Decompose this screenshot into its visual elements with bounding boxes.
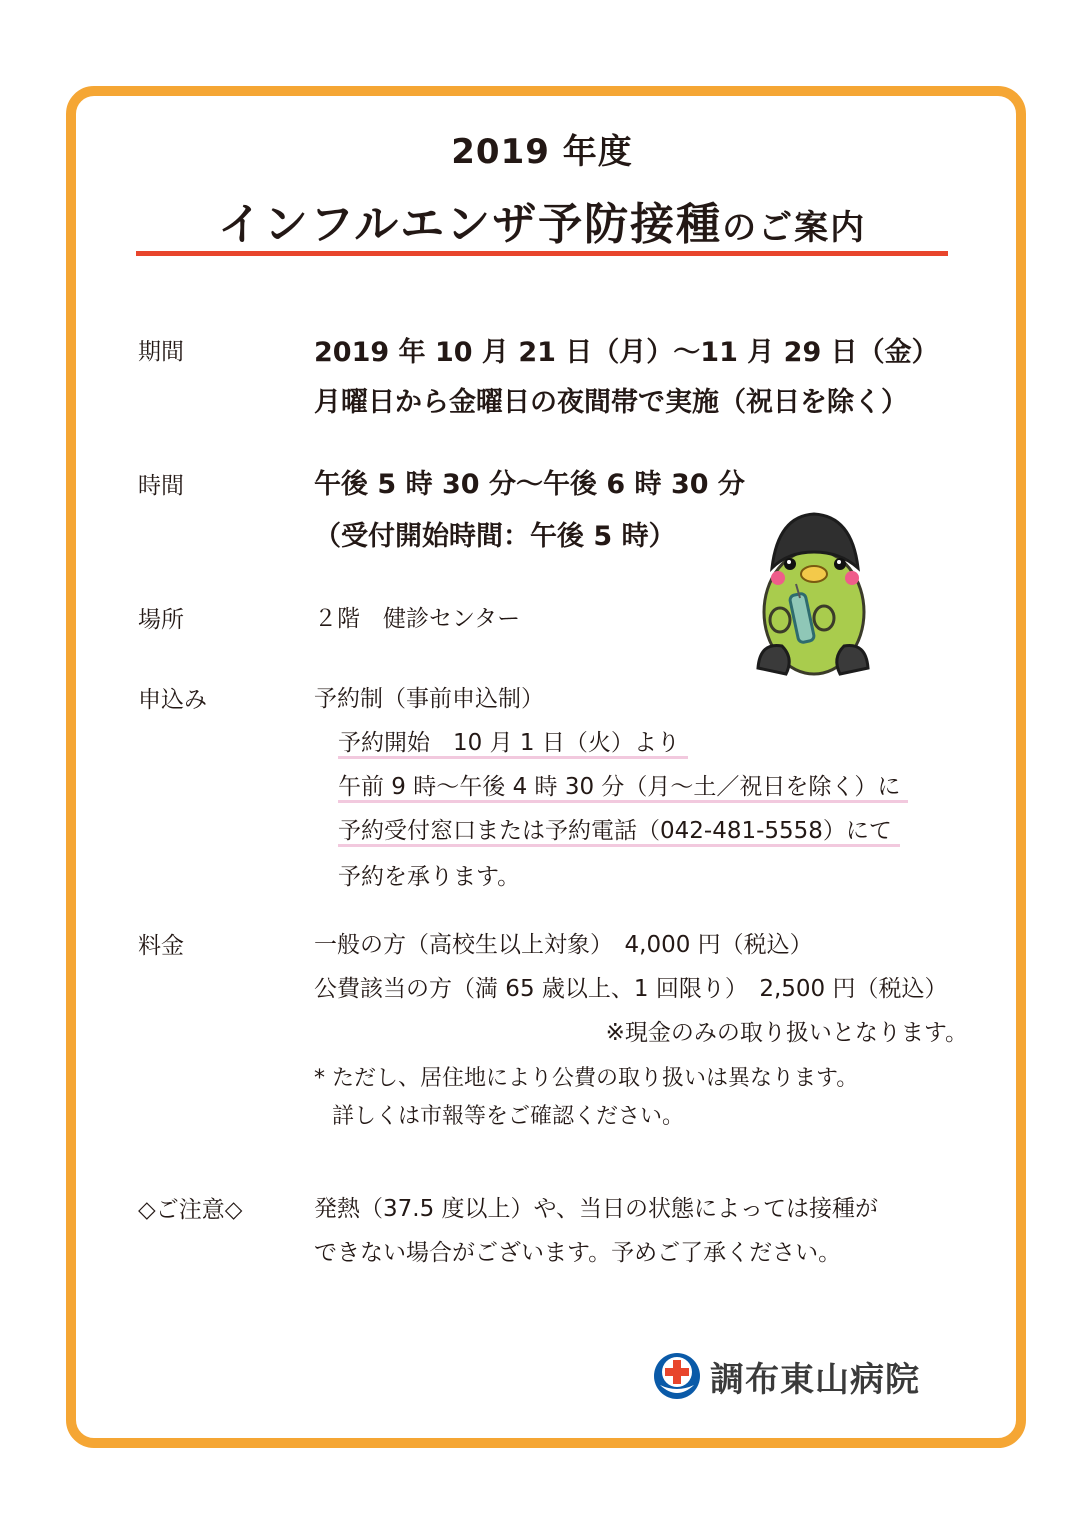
fee-general: 一般の方（高校生以上対象） 4,000 円（税込） [314,932,813,958]
title-suffix: のご案内 [722,208,867,248]
application-label: 申込み [138,687,207,713]
application-method-text: 予約受付窓口または予約電話（042-481-5558）にて [338,818,900,847]
title-main: インフルエンザ予防接種 [217,199,723,250]
period-label: 期間 [138,339,184,365]
time-range: 午後 5 時 30 分〜午後 6 時 30 分 [314,469,745,500]
fee-cash-note: ※現金のみの取り扱いとなります。 [605,1020,968,1046]
time-label: 時間 [138,473,184,499]
application-start-text: 予約開始 10 月 1 日（火）より [338,730,688,759]
period-dates: 2019 年 10 月 21 日（月）〜11 月 29 日（金） [314,337,939,368]
page-title [0,188,1084,252]
fee-details-note: 詳しくは市報等をご確認ください。 [332,1104,685,1129]
application-start [338,726,688,760]
title-underline [136,251,948,256]
mascot-illustration [748,508,878,680]
fee-label: 料金 [138,933,184,959]
hospital-logo [652,1350,920,1402]
caution-line-2: できない場合がございます。予めご了承ください。 [314,1240,842,1266]
application-hours [338,770,908,804]
caution-label: ◇ご注意◇ [138,1197,243,1223]
hospital-name: 調布東山病院 [710,1359,920,1400]
fee-residence-note: * ただし、居住地により公費の取り扱いは異なります。 [314,1066,859,1091]
time-reception: （受付開始時間：午後 5 時） [314,521,676,552]
application-method [338,814,900,848]
place-value: ２階 健診センター [314,606,521,632]
application-closing: 予約を承ります。 [338,864,521,890]
place-label: 場所 [138,607,184,633]
period-note: 月曜日から金曜日の夜間帯で実施（祝日を除く） [314,387,908,418]
year-heading: 2019 年度 [451,132,633,172]
caution-line-1: 発熱（37.5 度以上）や、当日の状態によっては接種が [314,1196,879,1222]
application-type: 予約制（事前申込制） [314,686,544,712]
fee-subsidized: 公費該当の方（満 65 歳以上、1 回限り） 2,500 円（税込） [314,976,948,1002]
application-hours-text: 午前 9 時〜午後 4 時 30 分（月〜土／祝日を除く）に [338,774,908,803]
hospital-cross-icon [652,1351,702,1401]
